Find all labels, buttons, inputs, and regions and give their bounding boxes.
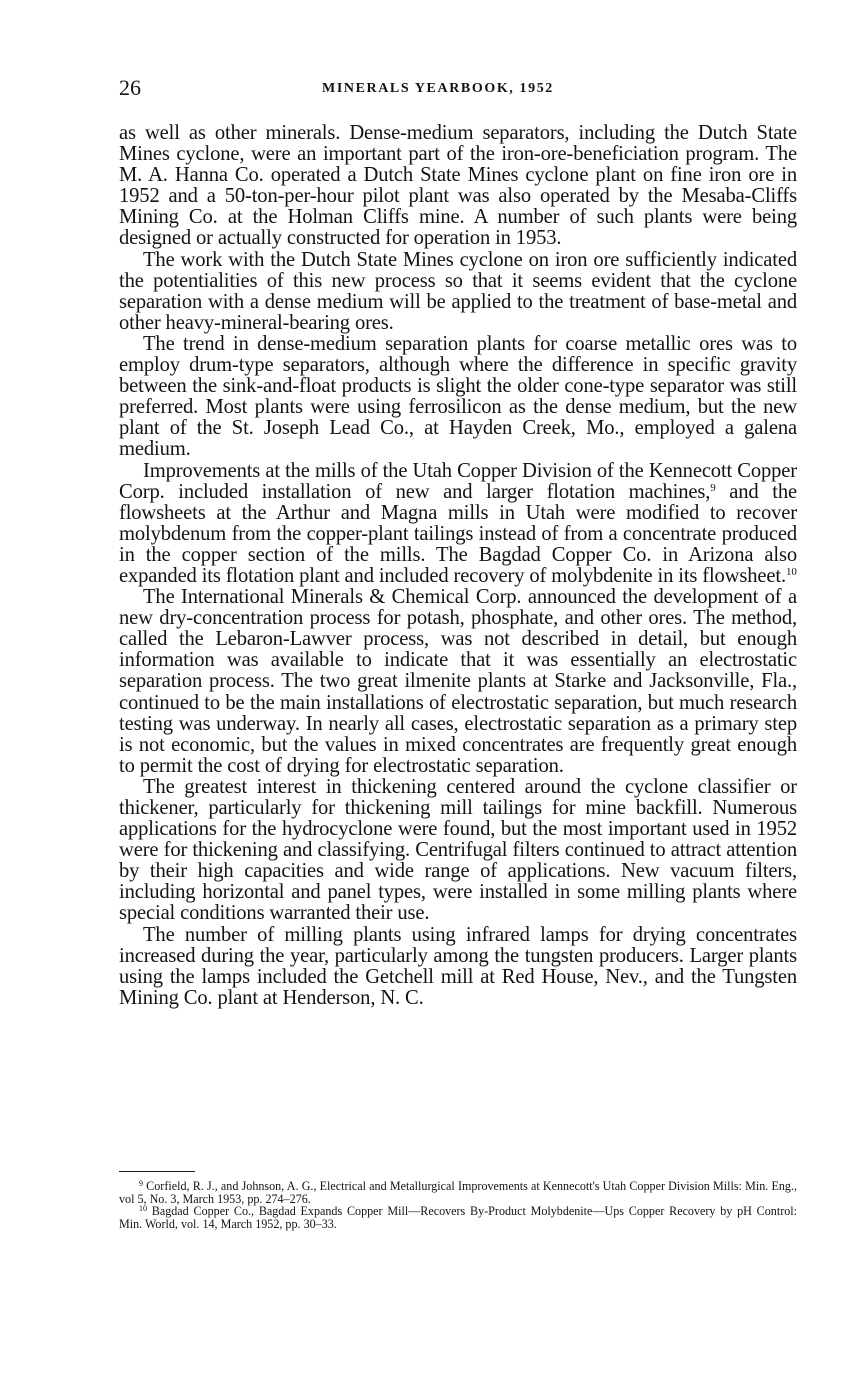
paragraph-utah-copper <box>119 461 797 588</box>
paragraph-cyclone-potential: The work with the Dutch State Mines cyclone on iron ore sufficiently indicated the potentialities of this new process so that it seems evident that the cyclone separation with a dense medium will be applied to the treatment of base-metal and other heavy-mineral-bearing ores. <box>119 248 797 334</box>
page-number: 26 <box>119 75 141 100</box>
footnote-reference: 9 <box>710 481 716 494</box>
footnote-text: Bagdad Copper Co., Bagdad Expands Copper Mill—Recovers By-Product Molybdenite—Ups Copper Recovery by pH Control: Min. World, vol. 14, March 1952, pp. 30–33. <box>119 1204 797 1231</box>
footnote-divider <box>119 1171 195 1172</box>
running-title: MINERALS YEARBOOK, 1952 <box>322 81 554 96</box>
paragraph-text: Improvements at the mills of the Utah Copper Division of the Kennecott Copper Corp. included installation of new and larger flotation machines, <box>119 459 797 503</box>
paragraph-continued: as well as other minerals. Dense-medium separators, including the Dutch State Mines cyclone, were an important part of the iron-ore-beneficiation program. The M. A. Hanna Co. operated a Dutch State Mines cyclone plant on fine iron ore in 1952 and a 50-ton-per-hour pilot plant was also operated by the Mesaba-Cliffs Mining Co. at the Holman Cliffs mine. A number of such plants were being designed or actually constructed for operation in 1953. <box>119 122 797 250</box>
footnotes <box>119 1180 797 1230</box>
paragraph-dry-concentration: The International Minerals & Chemical Corp. announced the development of a new dry-concentration process for potash, phosphate, and other ores. The method, called the Lebaron-Lawver process, was not described in detail, but enough information was available to indicate that it was essentially an electrostatic separation process. The two great ilmenite plants at Starke and Jacksonville, Fla., continued to be the main installations of electrostatic separation, but much research testing was underway. In nearly all cases, electrostatic separation as a primary step is not economic, but the values in mixed concentrates are frequently great enough to permit the cost of drying for electrostatic separation. <box>119 586 797 777</box>
footnote-item <box>119 1205 797 1230</box>
footnote-marker: 9 <box>139 1179 143 1188</box>
page-header <box>119 74 797 104</box>
paragraph-infrared-drying: The number of milling plants using infrared lamps for drying concentrates increased during the year, particularly among the tungsten producers. Larger plants using the lamps included the Getchell mill at Red House, Nev., and the Tungsten Mining Co. plant at Henderson, N. C. <box>119 923 797 1009</box>
footnote-marker: 10 <box>139 1204 147 1214</box>
paragraph-thickening: The greatest interest in thickening centered around the cyclone classifier or thickener, particularly for thickening mill tailings for mine backfill. Numerous applications for the hydrocyclone were found, but the most important used in 1952 were for thickening and classifying. Centrifugal filters continued to attract attention by their high capacities and wide range of applications. New vacuum filters, including horizontal and panel types, were installed in some milling plants where special conditions warranted their use. <box>119 775 797 925</box>
paragraph-dense-medium-trend: The trend in dense-medium separation plants for coarse metallic ores was to employ drum-type separators, although where the difference in specific gravity between the sink-and-float products is slight the older cone-type separator was still preferred. Most plants were using ferrosilicon as the dense medium, but the new plant of the St. Joseph Lead Co., at Hayden Creek, Mo., employed a galena medium. <box>119 332 797 461</box>
footnote-reference: 10 <box>785 565 797 578</box>
paragraph-text: and the flowsheets at the Arthur and Magna mills in Utah were modified to recover molybdenum from the copper-plant tailings instead of from a concentrate produced in the copper section of the mills. The Bagdad Copper Co. in Arizona also expanded its flotation plant and included recovery of molybdenite in its flowsheet. <box>119 480 797 587</box>
footnote-item <box>119 1180 797 1205</box>
footnote-text: Corfield, R. J., and Johnson, A. G., Electrical and Metallurgical Improvements at Kennecott's Utah Copper Division Mills: Min. Eng., vol 5, No. 3, March 1953, pp. 274–276. <box>119 1179 797 1206</box>
body-text <box>119 123 797 1009</box>
